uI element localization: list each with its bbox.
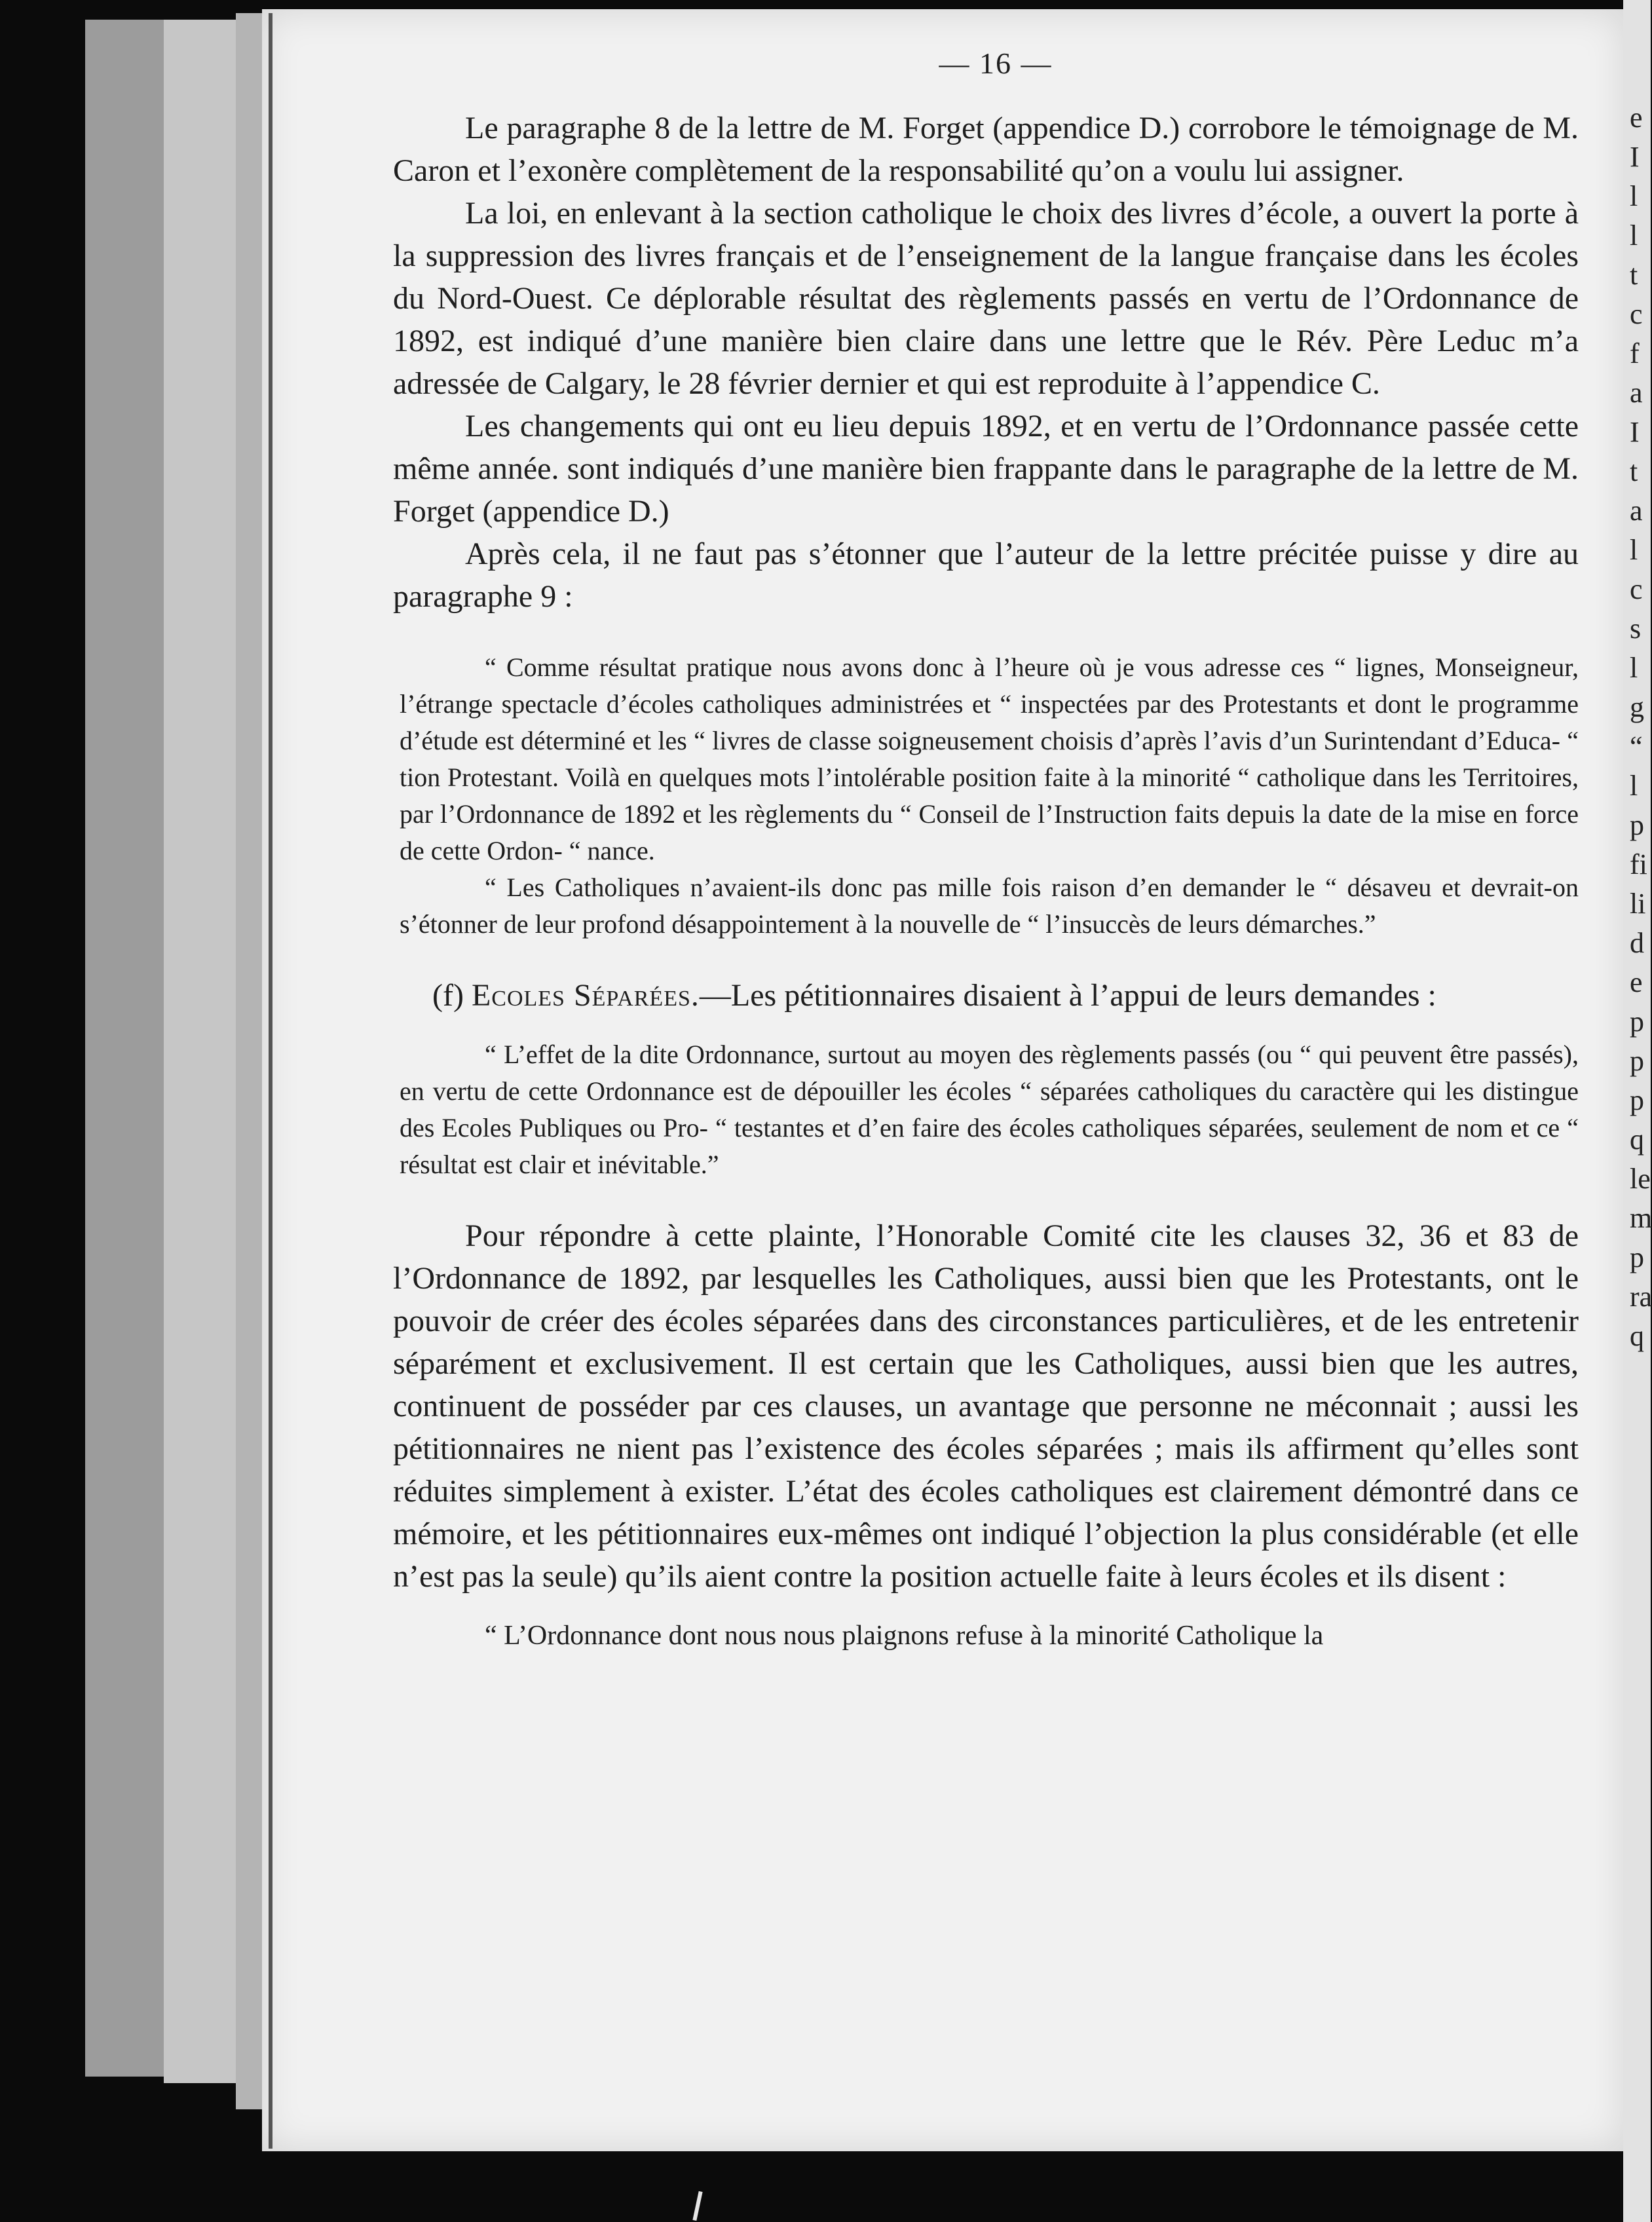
adjacent-page-fragment: le (1630, 1163, 1651, 1195)
adjacent-page-fragment: a (1630, 495, 1643, 527)
paragraph-changes-1892: Les changements qui ont eu lieu depuis 1892, et en vertu de l’Ordonnance passée cette même année. sont indiqués d’une manière bien frappante dans le paragraphe de la lettre de M. Forget (appendice D.) (393, 409, 1579, 529)
paragraph-school-books: La loi, en enlevant à la section catholique le choix des livres d’école, a ouvert la porte à la suppression des livres français et de l’enseignement de la langue française dans les écoles du Nord-Ouest. Ce déplorable résultat des règlements passés en vertu de l’Ordonnance de 1892, est indiqué d’une manière bien claire dans une lettre que le Rév. Père Leduc m’a adressée de Calgary, le 28 février dernier et qui est reproduite à l’appendice C. (393, 196, 1579, 401)
adjacent-page-fragment: p (1630, 1241, 1644, 1273)
adjacent-page-fragment: g (1630, 691, 1644, 723)
adjacent-page-text (1630, 98, 1652, 1356)
quote-leduc-part-1: “ Comme résultat pratique nous avons donc à l’heure où je vous adresse ces “ lignes, Monseigneur, l’étrange spectacle d’écoles catholiques administrées et “ inspectées par des Protestants et dont le programme d’étude est déterminé et les “ livres de classe soigneusement choisis d’après l’avis d’un Surintendant d’Educa- “ tion Protestant. Voilà en quelques mots l’intolérable position faite à la minorité “ catholique dans les Territoires, par l’Ordonnance de 1892 et les règlements du “ Conseil de l’Instruction faits depuis la date de la mise en force de cette Ordon- “ nance. (400, 652, 1579, 865)
adjacent-page-fragment: l (1630, 534, 1638, 566)
adjacent-page-fragment: q (1630, 1123, 1644, 1156)
adjacent-page-fragment: s (1630, 612, 1642, 645)
section-f-title: Ecoles Séparées. (471, 978, 700, 1013)
adjacent-page-fragment: t (1630, 455, 1638, 487)
page-gutter-line (269, 13, 272, 2149)
adjacent-page-fragment: ra (1630, 1281, 1652, 1313)
adjacent-page-fragment: p (1630, 1006, 1644, 1038)
adjacent-page-fragment: c (1630, 298, 1643, 330)
quote-leduc-part-2: “ Les Catholiques n’avaient-ils donc pas mille fois raison d’en demander le “ désaveu et devrait-on s’étonner de leur profond désappointement à la nouvelle de “ l’insuccès de leurs démarches.” (400, 873, 1579, 939)
adjacent-page-fragment: l (1630, 180, 1638, 212)
adjacent-page-fragment: p (1630, 809, 1644, 841)
adjacent-page-fragment: m (1630, 1202, 1652, 1234)
adjacent-page-fragment: d (1630, 927, 1644, 959)
quote-petitioners: “ L’effet de la dite Ordonnance, surtout au moyen des règlements passés (ou “ qui peuvent être passés), en vertu de cette Ordonnance est de dépouiller les écoles “ séparées catholiques du caractère qui les distingue des Ecoles Publiques ou Pro- “ testantes et d’en faire des écoles catholiques séparées, seulement de nom et ce “ résultat est clair et inévitable.” (400, 1040, 1579, 1179)
adjacent-page-fragment: l (1630, 770, 1638, 802)
adjacent-page-fragment: p (1630, 1045, 1644, 1077)
adjacent-page-fragment: I (1630, 416, 1640, 448)
scan-artifact (692, 2191, 702, 2221)
paragraph-apres-cela: Après cela, il ne faut pas s’étonner que l’auteur de la lettre précitée puisse y dire au paragraphe 9 : (393, 537, 1579, 614)
adjacent-page-fragment: t (1630, 259, 1638, 291)
section-f-marker: (f) (432, 978, 464, 1013)
adjacent-page-fragment: “ (1630, 730, 1643, 763)
adjacent-page-fragment: e (1630, 966, 1643, 998)
adjacent-page-fragment: e (1630, 102, 1643, 134)
adjacent-page-fragment: f (1630, 337, 1640, 369)
page-number: — 16 — (939, 47, 1053, 80)
adjacent-page-fragment: p (1630, 1084, 1644, 1116)
paragraph-forget-letter: Le paragraphe 8 de la lettre de M. Forget (appendice D.) corrobore le témoignage de M. Caron et l’exonère complètement de la responsabilité qu’on a voulu lui assigner. (393, 111, 1579, 188)
adjacent-page-fragment: l (1630, 219, 1638, 252)
page-text-block (393, 46, 1579, 1654)
page-stack-edge (236, 13, 262, 2109)
adjacent-page-fragment: q (1630, 1320, 1644, 1352)
adjacent-page-fragment: c (1630, 573, 1643, 605)
adjacent-page-fragment: I (1630, 141, 1640, 173)
background-page-strip-light (164, 20, 236, 2083)
adjacent-page-fragment: fi (1630, 848, 1647, 880)
adjacent-page-fragment: li (1630, 888, 1646, 920)
adjacent-page-fragment: a (1630, 377, 1643, 409)
section-f-text: —Les pétitionnaires disaient à l’appui de leurs demandes : (699, 978, 1436, 1013)
paragraph-reply: Pour répondre à cette plainte, l’Honorable Comité cite les clauses 32, 36 et 83 de l’Ordonnance de 1892, par lesquelles les Catholiques, aussi bien que les Protestants, ont le pouvoir de créer des écoles séparées dans des circonstances particulières, et de les entretenir séparément et exclusivement. Il est certain que les Catholiques, aussi bien que les autres, continuent de posséder par ces clauses, un avantage que personne ne méconnait ; aussi les pétitionnaires ne nient pas l’existence des écoles séparées ; mais ils affirment qu’elles sont réduites simplement à exister. L’état des écoles catholiques est clairement démontré dans ce mémoire, et les pétitionnaires eux-mêmes ont indiqué l’objection la plus considérable (et elle n’est pas la seule) qu’ils aient contre la position actuelle faite à leurs écoles et ils disent : (393, 1218, 1579, 1594)
quote-ordonnance-start: “ L’Ordonnance dont nous nous plaignons refuse à la minorité Catholique la (485, 1621, 1324, 1651)
adjacent-page-fragment: l (1630, 652, 1638, 684)
section-f-heading (393, 974, 1579, 1017)
